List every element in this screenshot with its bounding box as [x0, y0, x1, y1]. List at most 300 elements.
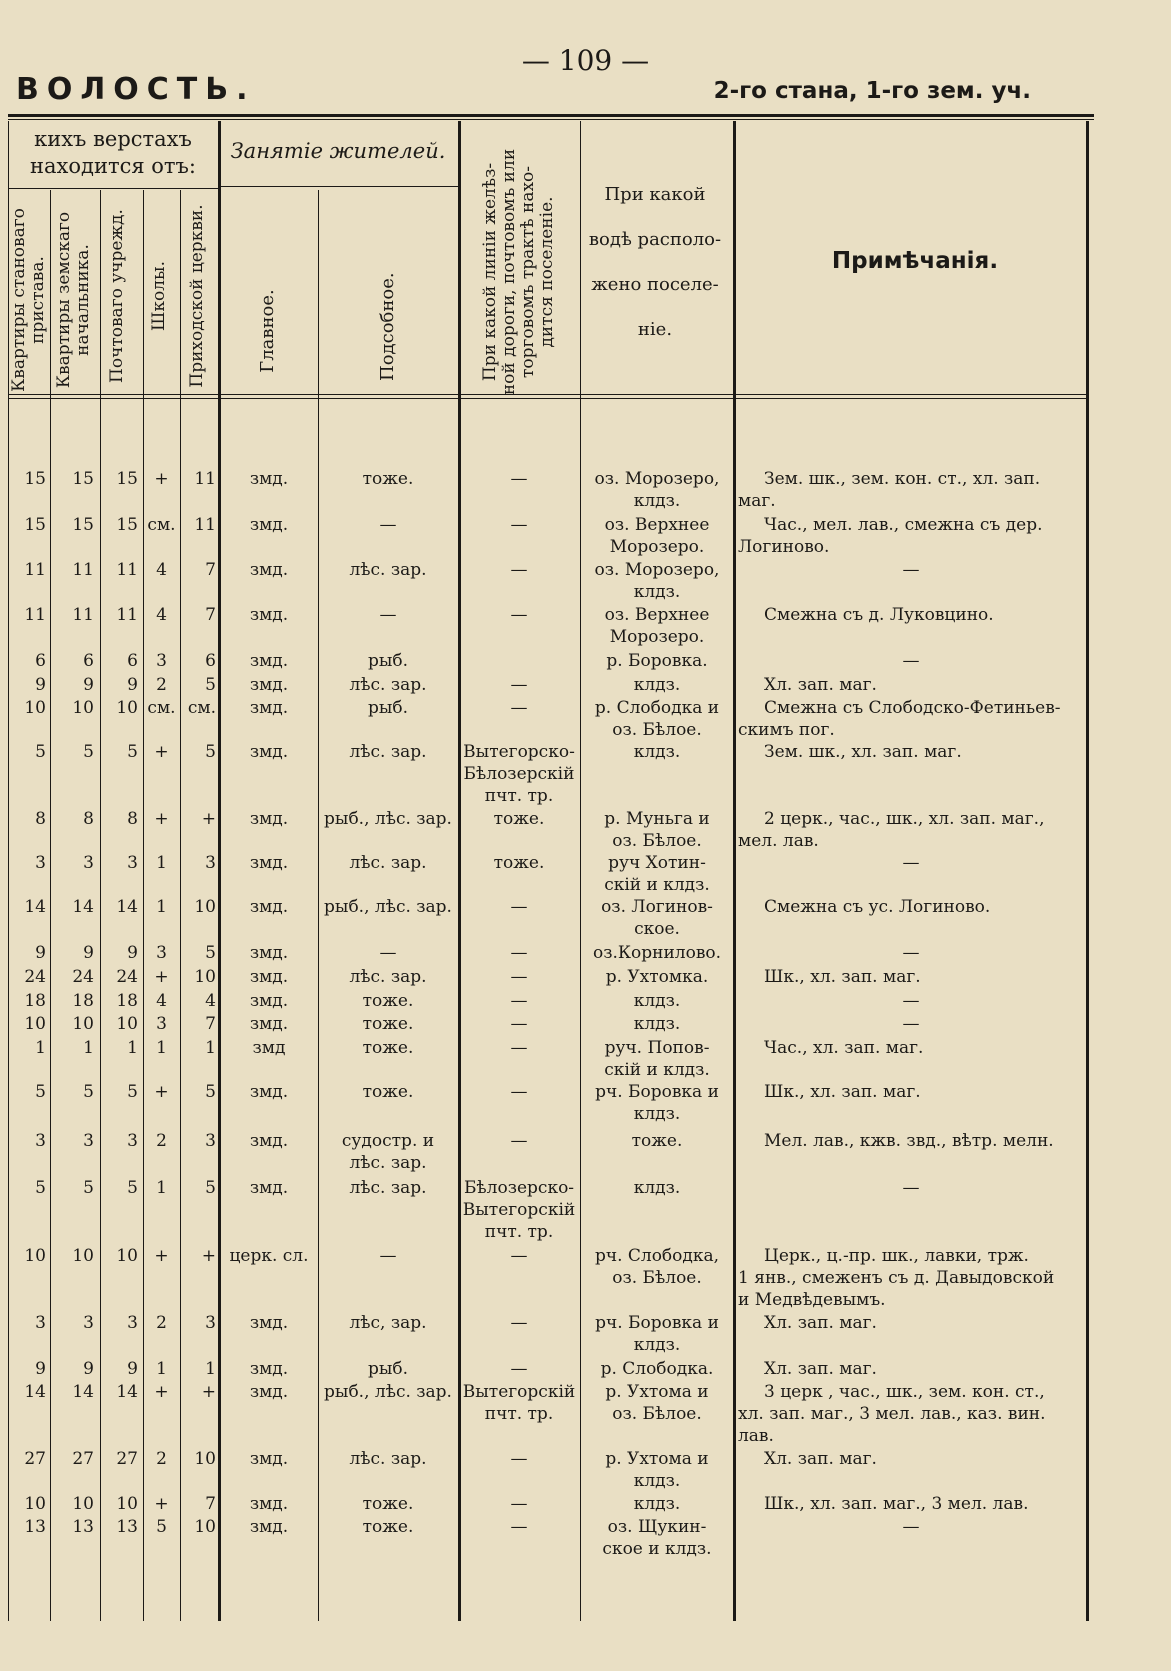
cell-road: [460, 966, 578, 988]
cell-line: клдз.: [633, 675, 681, 695]
cell-line: 10: [116, 698, 138, 718]
cell-line: —: [379, 515, 397, 535]
cell-water: [582, 1245, 732, 1289]
cell-ch: [182, 896, 216, 918]
cell-line: змд.: [249, 742, 289, 762]
cell-sch: [145, 1358, 178, 1380]
cell-sec: [320, 1516, 456, 1538]
col-divider: [218, 121, 221, 1621]
cell-line: 3 церк , час., шк., зем. кон. ст.,: [764, 1382, 1045, 1402]
cell-water: [582, 1130, 732, 1152]
cell-z: [52, 1381, 94, 1403]
cell-sch: [145, 896, 178, 918]
cell-line: Зем. шк., хл. зап. маг.: [764, 742, 962, 762]
cell-line: змд.: [249, 469, 289, 489]
cell-line: лѣс. зар.: [349, 1153, 427, 1173]
cell-line: 14: [24, 897, 46, 917]
cell-line: руч. Попов-: [604, 1038, 710, 1058]
cell-line: рч. Боровка и: [595, 1082, 719, 1102]
cell-s: [10, 1516, 46, 1538]
cell-z: [52, 1081, 94, 1103]
cell-road: [460, 604, 578, 626]
cell-line: лѣс. зар.: [349, 742, 427, 762]
cell-line: лѣс, зар.: [349, 1313, 427, 1333]
cell-water: [582, 942, 732, 964]
cell-line: 5: [83, 1178, 94, 1198]
cell-ch: [182, 1516, 216, 1538]
cell-line: тоже.: [493, 853, 545, 873]
cell-line: 5: [205, 1082, 216, 1102]
cell-water: [582, 852, 732, 896]
cell-p: [102, 1081, 138, 1103]
cell-line: 15: [24, 469, 46, 489]
cell-road: [460, 697, 578, 719]
cell-z: [52, 852, 94, 874]
cell-z: [52, 674, 94, 696]
cell-line: 3: [205, 1313, 216, 1333]
cell-s: [10, 650, 46, 672]
cell-line: змд.: [249, 967, 289, 987]
cell-line: 9: [83, 1359, 94, 1379]
cell-sch: [145, 1493, 178, 1515]
cell-road: [460, 1177, 578, 1243]
cell-ch: [182, 559, 216, 581]
cell-road: [460, 514, 578, 536]
cell-line: Шк., хл. зап. маг.: [764, 967, 921, 987]
cell-line: 4: [156, 560, 167, 580]
cell-notes: [738, 1130, 1084, 1152]
cell-s: [10, 942, 46, 964]
cell-line: 9: [35, 943, 46, 963]
cell-water: [582, 1177, 732, 1199]
cell-line: 5: [205, 742, 216, 762]
cell-line: змд.: [249, 698, 289, 718]
cell-z: [52, 1312, 94, 1334]
cell-line: лѣс. зар.: [349, 853, 427, 873]
cell-line: см.: [147, 698, 176, 718]
cell-notes: [738, 674, 1084, 696]
col-divider: [733, 121, 736, 1621]
cell-line: оз. Верхнее: [604, 515, 710, 535]
cell-line: +: [154, 469, 169, 489]
cell-ch: [182, 1037, 216, 1059]
cell-sec: [320, 1381, 456, 1403]
cell-z: [52, 942, 94, 964]
cell-ch: [182, 1381, 216, 1403]
cell-line: 11: [72, 560, 94, 580]
cell-line: змд.: [249, 853, 289, 873]
cell-line: —: [902, 1178, 920, 1198]
cell-road: [460, 674, 578, 696]
col-header-water: При какой водѣ располо- жено поселе- ніе.: [588, 184, 722, 340]
cell-p: [102, 942, 138, 964]
cell-water: [582, 1381, 732, 1425]
cell-ch: [182, 514, 216, 536]
cell-road: [460, 1013, 578, 1035]
cell-line: тоже.: [631, 1131, 683, 1151]
cell-water: [582, 1448, 732, 1492]
col-divider: [143, 190, 144, 1621]
cell-notes: [738, 559, 1084, 581]
col-header-main: Главное.: [257, 289, 278, 373]
cell-line: Логиново.: [738, 537, 830, 557]
cell-line: ское.: [634, 919, 680, 939]
cell-line: —: [510, 675, 528, 695]
cell-line: 24: [116, 967, 138, 987]
cell-road: [460, 1037, 578, 1059]
cell-line: скимъ пог.: [738, 720, 835, 740]
cell-line: 27: [116, 1449, 138, 1469]
cell-sch: [145, 697, 178, 719]
cell-line: 15: [72, 515, 94, 535]
cell-line: клдз.: [633, 1494, 681, 1514]
cell-s: [10, 1448, 46, 1470]
cell-line: 1 янв., смеженъ съ д. Давыдовской: [738, 1268, 1055, 1288]
cell-p: [102, 1013, 138, 1035]
cell-main: [222, 1516, 316, 1538]
cell-main: [222, 1177, 316, 1199]
cell-line: 3: [127, 1313, 138, 1333]
cell-s: [10, 697, 46, 719]
cell-line: —: [510, 1494, 528, 1514]
cell-line: оз.Корнилово.: [592, 943, 722, 963]
cell-line: 5: [127, 1178, 138, 1198]
cell-line: 9: [127, 1359, 138, 1379]
cell-sec: [320, 559, 456, 581]
cell-road: [460, 852, 578, 874]
cell-line: 2 церк., час., шк., хл. зап. маг.,: [764, 809, 1045, 829]
cell-water: [582, 468, 732, 512]
cell-sec: [320, 1037, 456, 1059]
col-header-stanovoy: Квартиры становаго пристава.: [9, 208, 48, 392]
cell-line: змд.: [249, 1359, 289, 1379]
cell-line: оз. Бѣлое.: [612, 1404, 702, 1424]
cell-p: [102, 1381, 138, 1403]
cell-z: [52, 966, 94, 988]
cell-line: Церк., ц.-пр. шк., лавки, трж.: [764, 1246, 1029, 1266]
cell-line: оз. Бѣлое.: [612, 720, 702, 740]
cell-line: Смежна съ Слободско-Фетиньев-: [764, 698, 1061, 718]
cell-line: —: [510, 560, 528, 580]
cell-line: —: [510, 1313, 528, 1333]
cell-line: 4: [156, 991, 167, 1011]
cell-line: Морозеро.: [609, 627, 705, 647]
cell-main: [222, 896, 316, 918]
cell-ch: [182, 1177, 216, 1199]
cell-p: [102, 514, 138, 536]
distance-group-label: кихъ верстахъ находится отъ:: [30, 127, 196, 178]
cell-line: 3: [205, 1131, 216, 1151]
cell-line: хл. зап. маг., 3 мел. лав., каз. вин.: [738, 1404, 1046, 1424]
cell-line: 10: [194, 967, 216, 987]
cell-line: 3: [127, 853, 138, 873]
cell-p: [102, 468, 138, 490]
cell-sec: [320, 808, 456, 830]
cell-line: 18: [24, 991, 46, 1011]
cell-water: [582, 1493, 732, 1515]
cell-z: [52, 650, 94, 672]
cell-line: —: [510, 897, 528, 917]
cell-line: клдз.: [633, 1178, 681, 1198]
cell-line: 9: [127, 943, 138, 963]
cell-line: клдз.: [633, 1335, 681, 1355]
cell-line: Хл. зап. маг.: [764, 675, 877, 695]
cell-line: 13: [72, 1517, 94, 1537]
cell-p: [102, 1130, 138, 1152]
cell-line: клдз.: [633, 491, 681, 511]
cell-line: 18: [72, 991, 94, 1011]
cell-s: [10, 990, 46, 1012]
cell-line: —: [510, 1014, 528, 1034]
cell-main: [222, 1081, 316, 1103]
subheader-rule: [8, 188, 218, 189]
cell-line: 10: [24, 1246, 46, 1266]
cell-main: [222, 1358, 316, 1380]
cell-p: [102, 1245, 138, 1267]
cell-main: [222, 559, 316, 581]
cell-line: 5: [35, 1082, 46, 1102]
cell-line: 3: [83, 853, 94, 873]
cell-s: [10, 1493, 46, 1515]
cell-line: 14: [72, 1382, 94, 1402]
cell-p: [102, 650, 138, 672]
cell-p: [102, 697, 138, 719]
cell-line: 5: [156, 1517, 167, 1537]
cell-s: [10, 852, 46, 874]
cell-line: змд: [252, 1038, 286, 1058]
cell-line: змд.: [249, 675, 289, 695]
cell-line: 7: [205, 605, 216, 625]
cell-line: змд.: [249, 1313, 289, 1333]
cell-line: —: [902, 560, 920, 580]
cell-ch: [182, 1245, 216, 1267]
cell-line: рыб., лѣс. зар.: [324, 809, 452, 829]
cell-notes: [738, 1493, 1084, 1515]
cell-line: 1: [35, 1038, 46, 1058]
cell-main: [222, 1130, 316, 1152]
cell-line: змд.: [249, 1082, 289, 1102]
cell-line: Бѣлозерскій: [463, 764, 575, 784]
cell-water: [582, 966, 732, 988]
cell-line: —: [379, 1246, 397, 1266]
cell-sch: [145, 604, 178, 626]
cell-notes: [738, 1081, 1084, 1103]
cell-line: —: [510, 1359, 528, 1379]
cell-line: 11: [24, 560, 46, 580]
cell-s: [10, 604, 46, 626]
cell-main: [222, 1448, 316, 1470]
cell-ch: [182, 1130, 216, 1152]
cell-line: 8: [127, 809, 138, 829]
cell-line: Час., мел. лав., смежна съ дер.: [764, 515, 1043, 535]
cell-line: змд.: [249, 560, 289, 580]
col-header-road: При какой линіи желѣз- ной дороги, почтовомъ или торговомъ трактѣ нахо- дится поселеніе.: [480, 148, 557, 396]
cell-ch: [182, 674, 216, 696]
cell-line: змд.: [249, 605, 289, 625]
cell-line: Зем. шк., зем. кон. ст., хл. зап.: [764, 469, 1041, 489]
cell-line: тоже.: [362, 469, 414, 489]
cell-line: 1: [205, 1359, 216, 1379]
cell-line: Смежна съ д. Луковцино.: [764, 605, 994, 625]
cell-s: [10, 1081, 46, 1103]
cell-line: 7: [205, 560, 216, 580]
cell-line: —: [510, 1038, 528, 1058]
cell-s: [10, 1312, 46, 1334]
cell-line: +: [154, 967, 169, 987]
cell-line: —: [902, 651, 920, 671]
cell-main: [222, 1013, 316, 1035]
cell-line: 9: [83, 943, 94, 963]
cell-notes: [738, 1245, 1084, 1311]
cell-line: оз. Бѣлое.: [612, 1268, 702, 1288]
cell-line: тоже.: [362, 1082, 414, 1102]
cell-sch: [145, 808, 178, 830]
cell-sec: [320, 1177, 456, 1199]
cell-main: [222, 1312, 316, 1334]
cell-water: [582, 741, 732, 763]
cell-line: р. Муньга и: [604, 809, 710, 829]
cell-sec: [320, 1130, 456, 1174]
cell-line: 14: [116, 1382, 138, 1402]
cell-line: 3: [156, 651, 167, 671]
cell-z: [52, 1177, 94, 1199]
cell-line: —: [902, 853, 920, 873]
cell-line: 11: [194, 469, 216, 489]
cell-p: [102, 966, 138, 988]
cell-line: 1: [127, 1038, 138, 1058]
cell-water: [582, 1037, 732, 1081]
cell-line: 10: [194, 1449, 216, 1469]
cell-z: [52, 697, 94, 719]
cell-line: 9: [35, 1359, 46, 1379]
cell-line: —: [379, 943, 397, 963]
cell-line: тоже.: [362, 1014, 414, 1034]
cell-line: —: [510, 943, 528, 963]
cell-line: Час., хл. зап. маг.: [764, 1038, 924, 1058]
cell-main: [222, 1493, 316, 1515]
cell-notes: [738, 942, 1084, 964]
col-divider: [1086, 121, 1089, 1621]
cell-s: [10, 514, 46, 536]
cell-line: 11: [194, 515, 216, 535]
cell-line: 14: [24, 1382, 46, 1402]
cell-line: 2: [156, 1313, 167, 1333]
cell-line: 3: [83, 1131, 94, 1151]
cell-line: —: [510, 605, 528, 625]
cell-line: 10: [72, 1494, 94, 1514]
cell-notes: [738, 808, 1084, 852]
cell-ch: [182, 1358, 216, 1380]
cell-line: 1: [156, 1178, 167, 1198]
cell-notes: [738, 1358, 1084, 1380]
cell-main: [222, 650, 316, 672]
cell-sch: [145, 1177, 178, 1199]
cell-s: [10, 741, 46, 763]
cell-p: [102, 896, 138, 918]
cell-notes: [738, 1312, 1084, 1334]
cell-main: [222, 514, 316, 536]
cell-s: [10, 1013, 46, 1035]
cell-p: [102, 852, 138, 874]
cell-water: [582, 1358, 732, 1380]
cell-sch: [145, 741, 178, 763]
cell-line: 15: [24, 515, 46, 535]
cell-line: 5: [83, 1082, 94, 1102]
cell-road: [460, 1358, 578, 1380]
col-divider: [100, 190, 101, 1621]
cell-main: [222, 604, 316, 626]
cell-z: [52, 741, 94, 763]
cell-sch: [145, 674, 178, 696]
cell-line: —: [510, 1449, 528, 1469]
cell-line: 5: [205, 1178, 216, 1198]
cell-z: [52, 1130, 94, 1152]
header-bottom-rule: [8, 398, 1088, 399]
cell-line: 6: [205, 651, 216, 671]
col-header-school: Школы.: [149, 261, 169, 331]
cell-road: [460, 1448, 578, 1470]
cell-line: 11: [116, 605, 138, 625]
cell-line: змд.: [249, 991, 289, 1011]
cell-main: [222, 808, 316, 830]
cell-z: [52, 1516, 94, 1538]
cell-s: [10, 1130, 46, 1152]
cell-p: [102, 559, 138, 581]
cell-line: лѣс. зар.: [349, 1178, 427, 1198]
cell-line: 10: [72, 698, 94, 718]
cell-z: [52, 1245, 94, 1267]
cell-line: —: [510, 1082, 528, 1102]
cell-line: змд.: [249, 1449, 289, 1469]
cell-s: [10, 966, 46, 988]
occupation-group-label: Занятіе жителей.: [230, 139, 446, 163]
cell-line: змд.: [249, 943, 289, 963]
cell-line: 10: [194, 1517, 216, 1537]
cell-line: 15: [116, 515, 138, 535]
cell-s: [10, 1381, 46, 1403]
cell-line: 9: [83, 675, 94, 695]
cell-line: 7: [205, 1494, 216, 1514]
cell-main: [222, 966, 316, 988]
cell-line: змд.: [249, 515, 289, 535]
cell-line: 10: [194, 897, 216, 917]
cell-ch: [182, 1013, 216, 1035]
cell-line: 5: [127, 1082, 138, 1102]
cell-road: [460, 808, 578, 830]
cell-road: [460, 1516, 578, 1538]
cell-line: 3: [35, 853, 46, 873]
cell-notes: [738, 697, 1084, 741]
cell-line: тоже.: [362, 991, 414, 1011]
cell-ch: [182, 604, 216, 626]
cell-line: клдз.: [633, 582, 681, 602]
col-divider: [318, 190, 319, 1621]
cell-water: [582, 697, 732, 741]
cell-z: [52, 468, 94, 490]
cell-p: [102, 674, 138, 696]
cell-main: [222, 852, 316, 874]
cell-sch: [145, 1312, 178, 1334]
cell-road: [460, 1312, 578, 1334]
cell-line: 10: [24, 1014, 46, 1034]
cell-sch: [145, 1130, 178, 1152]
cell-line: 13: [116, 1517, 138, 1537]
cell-line: лѣс. зар.: [349, 675, 427, 695]
cell-sch: [145, 852, 178, 874]
cell-line: рыб.: [367, 1359, 409, 1379]
cell-sch: [145, 942, 178, 964]
cell-notes: [738, 852, 1084, 874]
